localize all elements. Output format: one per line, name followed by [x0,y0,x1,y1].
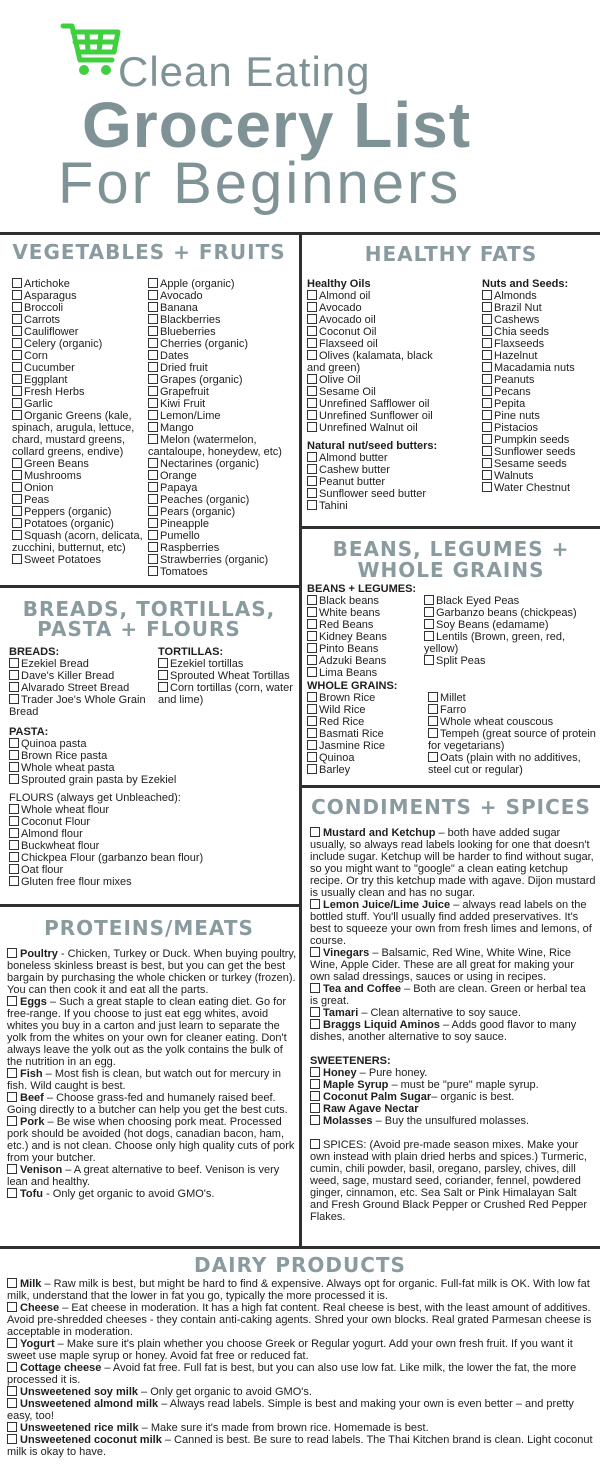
dairy-list [7,1278,595,1458]
checklist-item[interactable]: Almond butter [307,452,449,464]
protein-item[interactable]: Poultry - Chicken, Turkey or Duck. When buying poultry, boneless skinless breast is best, but you can get the best bargain by purchasing the whole chicken or turkey (frozen). You can then cook it and eat all the parts. [7,948,297,996]
checklist-item[interactable]: Cherries (organic) [148,338,296,350]
checklist-item[interactable]: Alvarado Street Bread [9,682,155,694]
checklist-item[interactable]: Almond oil [307,290,449,302]
checklist-item[interactable]: Macadamia nuts [482,362,596,374]
dairy-item[interactable]: Yogurt – Make sure it's plain whether you choose Greek or Regular yogurt. Add your own fresh fruit. If you want it sweet use maple syrup or honey. Avoid fat free or reduced fat. [7,1338,595,1362]
dairy-item[interactable]: Unsweetened almond milk – Always read labels. Simple is best and making your own is even better – and pretty easy, too! [7,1398,595,1422]
section-title-healthy-fats: HEALTHY FATS [364,242,538,266]
checklist-item[interactable]: Sweet Potatoes [12,554,146,566]
section-title-vegetables-fruits: VEGETABLES + FRUITS [12,240,286,264]
checklist-item[interactable]: Black Eyed Peas [424,595,596,607]
condiments-list [310,827,596,1223]
checklist-item[interactable]: Brazil Nut [482,302,596,314]
checklist-item[interactable]: Oats (plain with no additives, steel cut or regular) [428,752,596,776]
checklist-item[interactable]: Apple (organic) [148,278,296,290]
section-title-beans-line-1: BEANS, LEGUMES + [332,537,570,561]
checklist-item[interactable]: Red Beans [307,619,427,631]
condiment-item[interactable]: Mustard and Ketchup – both have added sugar usually, so always read labels looking for one that doesn't include sugar. Ketchup will be harder to find without sugar, so you might want to "google" a clean eating ketchup recipe. Or try this ketchup made with agave. Dijon mustard is usually clean and has no sugar. [310,827,596,899]
checklist-item[interactable]: Whole wheat pasta [9,762,297,774]
checklist-item[interactable]: Peanuts [482,374,596,386]
checklist-item[interactable]: Tomatoes [148,566,296,578]
checklist-item[interactable]: Garlic [12,398,146,410]
legumes-list-2 [424,595,596,667]
title-line-1: Clean Eating [118,48,371,95]
checklist-item[interactable]: Red Rice [307,716,427,728]
pasta-flours-list [9,726,297,888]
checklist-item[interactable]: Coconut Oil [307,326,449,338]
checklist-item[interactable]: Blueberries [148,326,296,338]
checklist-item[interactable]: Asparagus [12,290,146,302]
checklist-item[interactable]: Quinoa pasta [9,738,297,750]
checklist-item[interactable]: Green Beans [12,458,146,470]
section-title-beans-line-2: WHOLE GRAINS [357,558,545,582]
dairy-item[interactable]: Milk – Raw milk is best, but might be hard to find & expensive. Always opt for organic. Full-fat milk is OK. With low fat milk, understand that the lower in fat you go, typically the more processed it is. [7,1278,595,1302]
protein-item[interactable]: Venison – A great alternative to beef. Venison is very lean and healthy. [7,1164,297,1188]
protein-item[interactable]: Pork – Be wise when choosing pork meat. Processed pork should be avoided (hot dogs, canadian bacon, ham, etc.) and is not clean. Choose only high quality cuts of pork from your butcher. [7,1116,297,1164]
checklist-item[interactable]: Squash (acorn, delicata, zucchini, butternut, etc) [12,530,146,554]
checklist-item[interactable]: Ezekiel Bread [9,658,155,670]
grains-list-2 [428,692,596,776]
divider [299,232,302,1248]
condiment-item[interactable]: Tamari – Clean alternative to soy sauce. [310,1007,596,1019]
checklist-item[interactable]: Avocado [307,302,449,314]
checklist-item[interactable]: Grapefruit [148,386,296,398]
checklist-item[interactable]: Peas [12,494,146,506]
checklist-item[interactable]: Garbanzo beans (chickpeas) [424,607,596,619]
checklist-item[interactable]: Kiwi Fruit [148,398,296,410]
checklist-item[interactable]: Lima Beans [307,667,427,679]
checklist-item[interactable]: Flaxseeds [482,338,596,350]
subheading: FLOURS (always get Unbleached): [9,792,181,804]
vegetables-list [12,278,146,566]
checklist-item[interactable]: Kidney Beans [307,631,427,643]
legumes-list-1 [307,583,427,679]
checklist-item[interactable]: Sunflower seed butter [307,488,449,500]
checklist-item[interactable]: Melon (watermelon, cantaloupe, honeydew, etc) [148,434,296,458]
checklist-item[interactable]: Cucumber [12,362,146,374]
dairy-item[interactable]: Unsweetened soy milk – Only get organic to avoid GMO's. [7,1386,595,1398]
checklist-item[interactable]: Whole wheat couscous [428,716,596,728]
checklist-item[interactable]: Barley [307,764,427,776]
checklist-item[interactable]: Chickpea Flour (garbanzo bean flour) [9,852,297,864]
checklist-item[interactable]: Adzuki Beans [307,655,427,667]
checklist-item[interactable]: Oat flour [9,864,297,876]
checklist-item[interactable]: Papaya [148,482,296,494]
protein-item[interactable]: Beef – Choose grass-fed and humanely raised beef. Going directly to a butcher can help you get the best cuts. [7,1092,297,1116]
sweetener-item[interactable]: Honey – Pure honey. [310,1067,596,1079]
subheading: BREADS: [9,646,60,658]
checklist-item[interactable]: Walnuts [482,470,596,482]
checklist-item[interactable]: Pears (organic) [148,506,296,518]
checklist-item[interactable]: Unrefined Walnut oil [307,422,449,434]
dairy-item[interactable]: Cheese – Eat cheese in moderation. It has a high fat content. Real cheese is best, with the least amount of additives. Avoid pre-shredded cheeses - they contain anti-caking agents. Shred your own blocks. Real grated Parmesan cheese is acceptable in moderation. [7,1302,595,1338]
condiment-item[interactable]: Braggs Liquid Aminos – Adds good flavor to many dishes, another alternative to soy sauce. [310,1019,596,1043]
checklist-item[interactable]: Chia seeds [482,326,596,338]
checklist-item[interactable]: Cauliflower [12,326,146,338]
subheading: SWEETENERS: [310,1055,391,1067]
checklist-item[interactable]: Gluten free flour mixes [9,876,297,888]
checklist-item[interactable]: Fresh Herbs [12,386,146,398]
breads-list [9,646,155,718]
subheading: Natural nut/seed butters: [307,440,438,452]
dairy-item[interactable]: Unsweetened rice milk – Make sure it's made from brown rice. Homemade is best. [7,1422,595,1434]
checklist-item[interactable]: Pumello [148,530,296,542]
checklist-item[interactable]: Jasmine Rice [307,740,427,752]
checklist-item[interactable]: Dried fruit [148,362,296,374]
checklist-item[interactable]: Dates [148,350,296,362]
subheading: Healthy Oils [307,278,371,290]
checklist-item[interactable]: Tempeh (great source of protein for vegetarians) [428,728,596,752]
grains-list-1 [307,680,427,776]
checklist-item[interactable]: Celery (organic) [12,338,146,350]
sweetener-item[interactable]: Coconut Palm Sugar– organic is best. [310,1091,596,1103]
dairy-item[interactable]: Unsweetened coconut milk – Canned is best. Be sure to read labels. The Thai Kitchen brand is clean. Light coconut milk is okay to have. [7,1434,595,1458]
checklist-item[interactable]: White beans [307,607,427,619]
condiment-item[interactable]: Tea and Coffee – Both are clean. Green or herbal tea is great. [310,983,596,1007]
checklist-item[interactable]: Strawberries (organic) [148,554,296,566]
subheading: BEANS + LEGUMES: [307,583,417,595]
checklist-item[interactable]: Sunflower seeds [482,446,596,458]
checklist-item[interactable]: Farro [428,704,596,716]
checklist-item[interactable]: Unrefined Sunflower oil [307,410,449,422]
checklist-item[interactable]: Wild Rice [307,704,427,716]
divider [300,785,600,788]
checklist-item[interactable]: Water Chestnut [482,482,596,494]
checklist-item[interactable]: Mushrooms [12,470,146,482]
checklist-item[interactable]: Eggplant [12,374,146,386]
sweetener-item[interactable]: Raw Agave Nectar [310,1103,596,1115]
protein-item[interactable]: Fish – Most fish is clean, but watch out for mercury in fish. Wild caught is best. [7,1068,297,1092]
checklist-item[interactable]: Peaches (organic) [148,494,296,506]
proteins-list [7,948,297,1200]
checklist-item[interactable]: Tahini [307,500,449,512]
checklist-item[interactable]: Pecans [482,386,596,398]
checklist-item[interactable]: Blackberries [148,314,296,326]
checklist-item[interactable]: Orange [148,470,296,482]
checklist-item[interactable]: Pine nuts [482,410,596,422]
checklist-item[interactable]: Coconut Flour [9,816,297,828]
divider [0,904,300,907]
subheading: PASTA: [9,726,49,738]
checklist-item[interactable]: Corn [12,350,146,362]
checklist-item[interactable]: Nectarines (organic) [148,458,296,470]
checklist-item[interactable]: Dave's Killer Bread [9,670,155,682]
subheading: Nuts and Seeds: [482,278,569,290]
checklist-item[interactable]: Carrots [12,314,146,326]
divider [0,585,300,588]
title-line-3: For Beginners [58,151,462,216]
section-title-breads-line-1: BREADS, TORTILLAS, [22,597,276,621]
checklist-item[interactable]: Pinto Beans [307,643,427,655]
checklist-item[interactable]: Split Peas [424,655,596,667]
checklist-item[interactable]: Sprouted Wheat Tortillas [158,670,296,682]
sweetener-item[interactable]: Molasses – Buy the unsulfured molasses. [310,1115,596,1127]
section-title-dairy-products: DAIRY PRODUCTS [194,1253,406,1277]
shopping-cart-icon [60,22,122,80]
sweetener-item[interactable]: Maple Syrup – must be "pure" maple syrup. [310,1079,596,1091]
checklist-item[interactable]: Almonds [482,290,596,302]
checklist-item[interactable]: Sesame Oil [307,386,449,398]
checklist-item[interactable]: Artichoke [12,278,146,290]
checklist-item[interactable]: Quinoa [307,752,427,764]
checklist-item[interactable]: Pistacios [482,422,596,434]
checklist-item[interactable]: Hazelnut [482,350,596,362]
checklist-item[interactable]: Grapes (organic) [148,374,296,386]
tortillas-list [158,646,296,706]
dairy-item[interactable]: Cottage cheese – Avoid fat free. Full fat is best, but you can also use low fat. Like milk, the lower the fat, the more processed it is. [7,1362,595,1386]
checklist-item[interactable]: Pepita [482,398,596,410]
fruits-list [148,278,296,578]
checklist-item[interactable]: Brown Rice [307,692,427,704]
checklist-item[interactable]: Onion [12,482,146,494]
checklist-item[interactable]: Trader Joe's Whole Grain Bread [9,694,155,718]
subheading: WHOLE GRAINS: [307,680,398,692]
checklist-item[interactable]: Black beans [307,595,427,607]
title-line-2: Grocery List [82,89,472,161]
checklist-item[interactable]: Ezekiel tortillas [158,658,296,670]
checklist-item[interactable]: Corn tortillas (corn, water and lime) [158,682,296,706]
checklist-item[interactable]: Pumpkin seeds [482,434,596,446]
condiment-item[interactable]: Vinegars – Balsamic, Red Wine, White Wine, Rice Wine, Apple Cider. These are all great for making your own salad dressings, sauces or using in recipes. [310,947,596,983]
checklist-item[interactable]: Basmati Rice [307,728,427,740]
divider [0,1246,600,1249]
checklist-item[interactable]: Soy Beans (edamame) [424,619,596,631]
checklist-item[interactable]: Broccoli [12,302,146,314]
subheading: TORTILLAS: [158,646,224,658]
section-title-breads-line-2: PASTA + FLOURS [37,617,241,641]
nuts-list [482,278,596,494]
checklist-item[interactable]: Lemon/Lime [148,410,296,422]
checklist-item[interactable]: Mango [148,422,296,434]
checklist-item[interactable]: Unrefined Safflower oil [307,398,449,410]
checklist-item[interactable]: Raspberries [148,542,296,554]
oils-list [307,278,449,512]
protein-item[interactable]: Tofu - Only get organic to avoid GMO's. [7,1188,297,1200]
checklist-item[interactable]: Pineapple [148,518,296,530]
checklist-item[interactable]: Brown Rice pasta [9,750,297,762]
checklist-item[interactable]: Almond flour [9,828,297,840]
checklist-item[interactable]: Flaxseed oil [307,338,449,350]
checklist-item[interactable]: Millet [428,692,596,704]
section-title-condiments-spices: CONDIMENTS + SPICES [311,795,591,819]
checklist-item[interactable]: Organic Greens (kale, spinach, arugula, lettuce, chard, mustard greens, collard greens, endive) [12,410,146,458]
checklist-item[interactable]: Banana [148,302,296,314]
checklist-item[interactable]: Cashews [482,314,596,326]
checklist-item[interactable]: Olive Oil [307,374,449,386]
checklist-item[interactable]: Peanut butter [307,476,449,488]
checklist-item[interactable]: Buckwheat flour [9,840,297,852]
checklist-item[interactable]: Avocado oil [307,314,449,326]
checklist-item[interactable]: Potatoes (organic) [12,518,146,530]
checklist-item[interactable]: Peppers (organic) [12,506,146,518]
checklist-item[interactable]: Lentils (Brown, green, red, yellow) [424,631,596,655]
section-title-proteins-meats: PROTEINS/MEATS [44,916,254,940]
checklist-item[interactable]: Cashew butter [307,464,449,476]
checklist-item[interactable]: Whole wheat flour [9,804,297,816]
spices-item[interactable]: SPICES: (Avoid pre-made season mixes. Make your own instead with plain dried herbs and spices.) Turmeric, cumin, chili powder, basil, oregano, parsley, chives, dill weed, sage, mustard seed, coriander, fennel, powdered ginger, cinnamon, etc. Sea Salt or Pink Himalayan Salt and Fresh Ground Black Pepper or Crushed Red Pepper Flakes. [310,1139,596,1223]
checklist-item[interactable]: Sprouted grain pasta by Ezekiel [9,774,297,786]
divider [300,526,600,529]
condiment-item[interactable]: Lemon Juice/Lime Juice – always read labels on the bottled stuff. You'll usually find added preservatives. It's best to squeeze your own from fresh limes and lemons, of course. [310,899,596,947]
protein-item[interactable]: Eggs – Such a great staple to clean eating diet. Go for free-range. If you choose to just eat egg whites, avoid whites you buy in a carton and just learn to separate the yolk from the whites on your own for cleaner eating. Don't always leave the yolk out as the yolk contains the bulk of the nutrition in an egg. [7,996,297,1068]
checklist-item[interactable]: Sesame seeds [482,458,596,470]
checklist-item[interactable]: Olives (kalamata, black and green) [307,350,449,374]
checklist-item[interactable]: Avocado [148,290,296,302]
